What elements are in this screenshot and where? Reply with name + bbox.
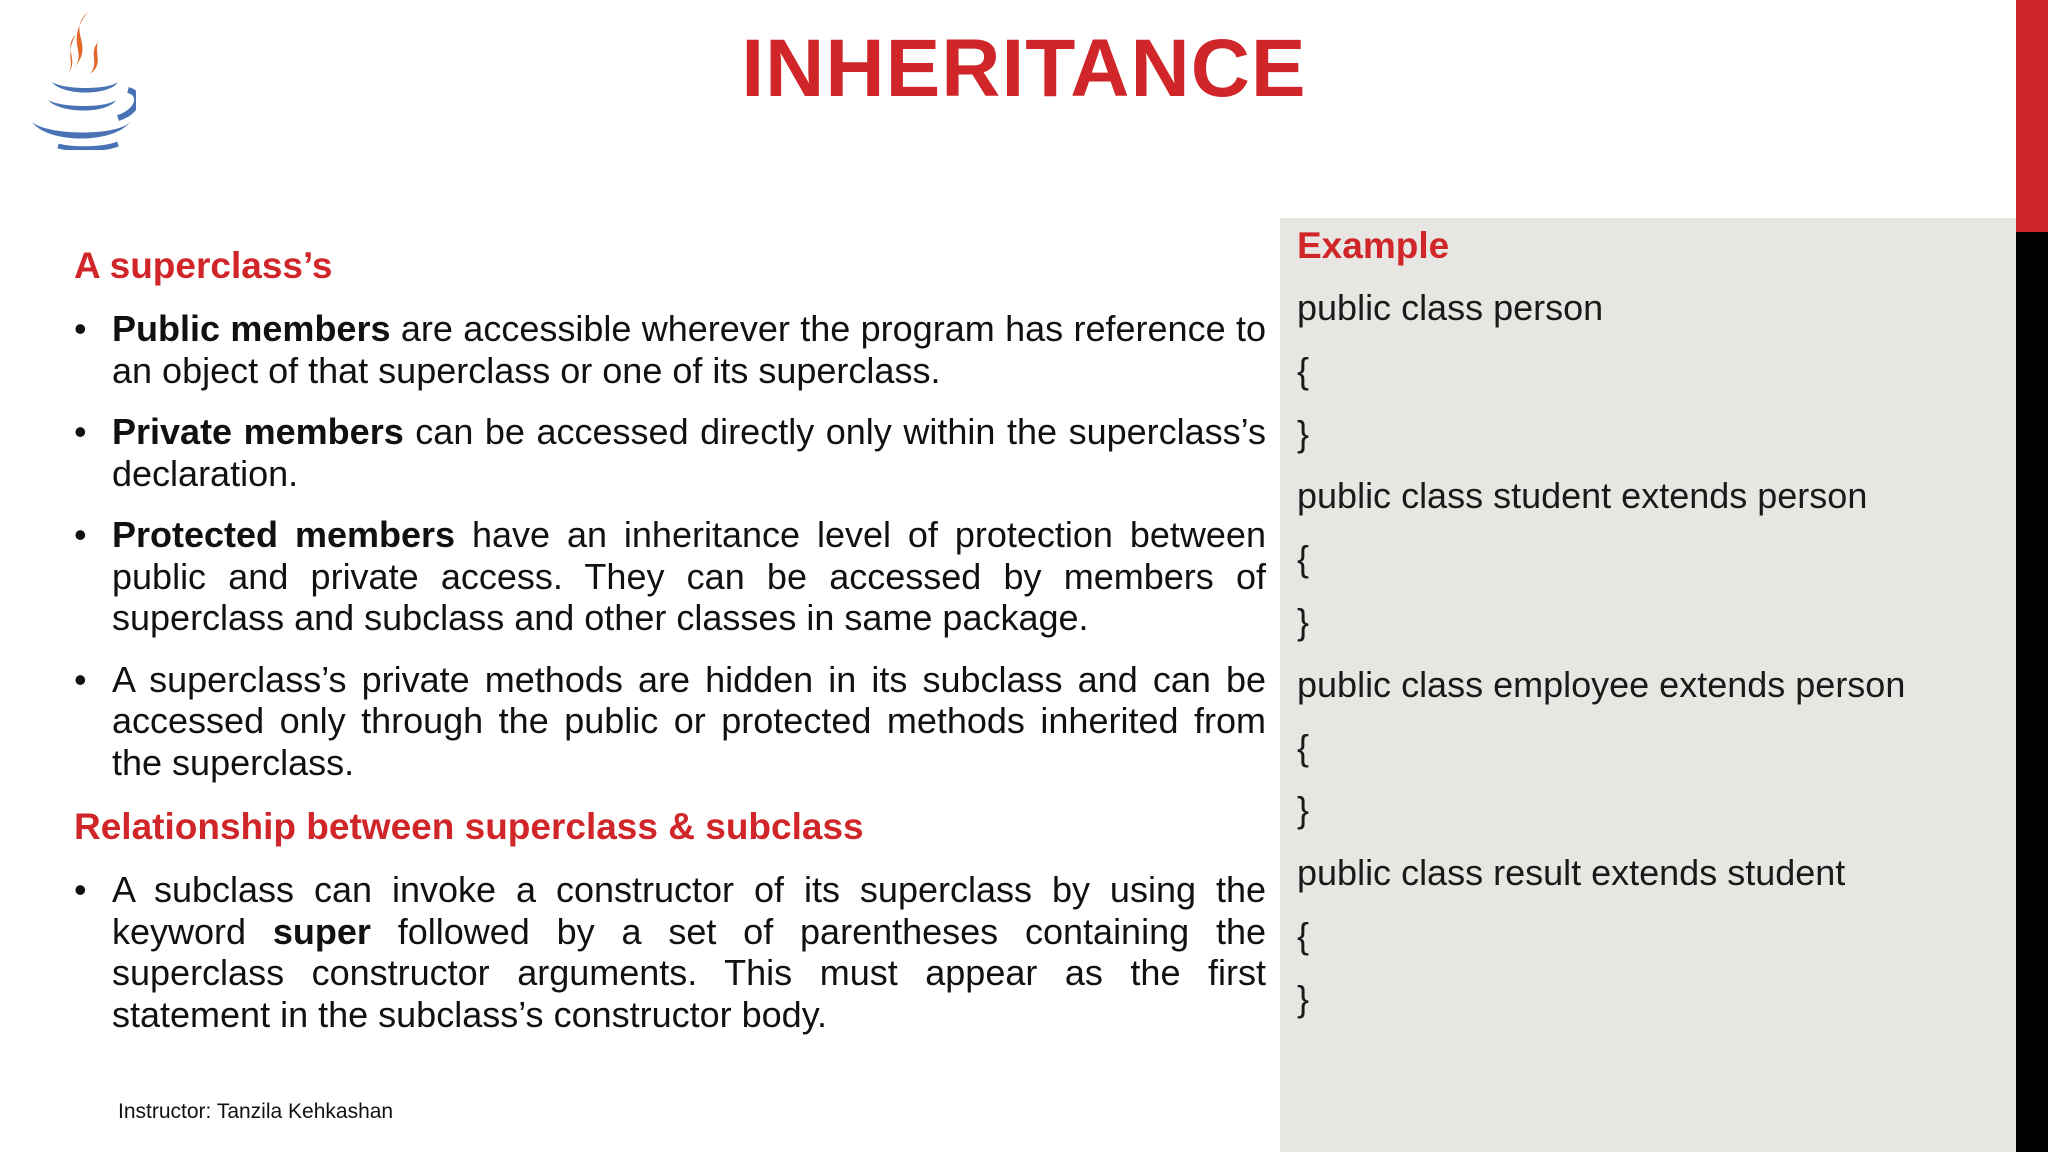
code-line: { — [1297, 538, 1310, 580]
code-line: public class student extends person — [1297, 475, 1868, 517]
code-line: } — [1297, 977, 1310, 1019]
main-content — [74, 244, 1266, 1035]
bullet-public-members — [74, 308, 1266, 391]
bullet-bold-term: Protected members — [112, 514, 456, 555]
accent-bar-black — [2016, 232, 2048, 1152]
accent-bar-red — [2016, 0, 2048, 232]
code-line: public class result extends student — [1297, 852, 1846, 894]
code-line: { — [1297, 914, 1310, 956]
bullet-text: have an inheritance level of protection between public and private access. They can be accessed by members of superclass and subclass and other classes in same package. — [112, 514, 1266, 638]
bullet-private-methods — [74, 659, 1266, 784]
code-line: } — [1297, 412, 1310, 454]
bullet-text: A superclass’s private methods are hidden in its subclass and can be accessed only through the public or protected methods inherited from the superclass. — [112, 658, 1266, 783]
code-line: } — [1297, 600, 1310, 642]
bullet-text: A subclass can invoke a constructor of its superclass by using the keyword — [112, 869, 1266, 952]
bullet-text: are accessible wherever the program has reference to an object of that superclass or one of its superclass. — [112, 308, 1267, 391]
bullet-bold-term: Private members — [112, 411, 404, 452]
slide-title: INHERITANCE — [741, 23, 1307, 114]
bullet-super-constructor — [74, 869, 1266, 1035]
code-line: } — [1297, 789, 1310, 831]
bullet-private-members — [74, 411, 1266, 494]
code-lines — [1297, 286, 1905, 1040]
code-line: { — [1297, 726, 1310, 768]
footer-instructor: Instructor: Tanzila Kehkashan — [118, 1100, 394, 1123]
example-heading: Example — [1297, 225, 1450, 266]
section-heading-relationship: Relationship between superclass & subclass — [74, 806, 864, 847]
bullet-text: followed by a set of parentheses containing the superclass constructor arguments. This must appear as the first statement in the subclass’s constructor body. — [112, 910, 1266, 1035]
bullet-bold-term: Public members — [112, 308, 391, 349]
superclass-bullet-list — [74, 308, 1266, 783]
bullet-bold-term: super — [272, 910, 371, 952]
relationship-bullet-list — [74, 869, 1266, 1035]
code-line: public class person — [1297, 287, 1604, 328]
bullet-text: can be accessed directly only within the superclass’s declaration. — [112, 411, 1266, 494]
code-line: public class employee extends person — [1297, 663, 1906, 705]
code-line: { — [1297, 349, 1310, 391]
bullet-protected-members — [74, 514, 1266, 639]
section-heading-superclass: A superclass’s — [74, 245, 333, 286]
